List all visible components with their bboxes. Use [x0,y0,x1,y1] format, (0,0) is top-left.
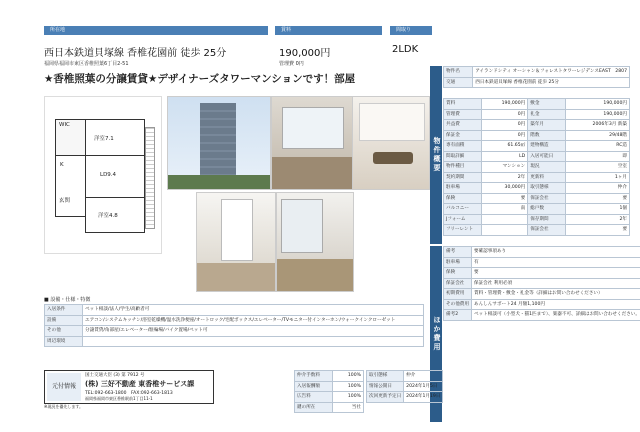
spec-label: 総戸数 [528,204,566,215]
spec-value: 2006年3月 新築 [566,120,630,131]
room-western-4: 洋室4.8 [85,197,145,233]
spec-value: 30,000円 [482,183,528,194]
agent-tel: TEL:092-663-1800 FAX:092-663-1813 [85,391,173,396]
fee-split-label: 仲介手数料 [295,371,333,382]
listing-dates-table [366,370,443,403]
fee-row [444,268,640,279]
feature-label: その他 [45,326,83,337]
spec-value: 0円 [482,130,528,141]
spec-value: LD [482,151,528,162]
spec-label: 間取詳細 [444,151,482,162]
headline: ★香椎照葉の分譲賃貸★デザイナーズタワーマンションです！部屋 [44,73,356,85]
fee-value: 要確認事項あり [471,247,640,258]
spec-label: バルコニー [444,204,482,215]
listing-date-label: 取引態様 [367,371,404,382]
room-western-7: 洋室7.1 [85,119,145,157]
listing-date-label: 情報公開日 [367,381,404,392]
spec-label: 保険 [444,193,482,204]
feature-label: 周辺環境 [45,336,83,347]
fee-label: 保証会社 [444,278,472,289]
fee-value: 賃料・管理費・敷金・礼金等（詳細はお問い合わせください） [471,289,640,300]
spec-label: 建物構造 [528,141,566,152]
spec-label: 礼金 [528,109,566,120]
spec-label: 駐車場 [444,183,482,194]
features-table [44,304,424,347]
room-wic: WIC [55,119,87,157]
common-fee: 管理費 0円 [279,61,304,67]
fee-row [444,299,640,310]
spec-row [444,204,630,215]
spec-value: 29/48階 [566,130,630,141]
listing-date-row [367,392,443,403]
spec-value: 0円 [482,109,528,120]
spec-value: 仲介 [566,183,630,194]
fee-row [444,247,640,258]
listing-date-row [367,381,443,392]
room-kitchen: K 玄関 [55,155,87,217]
fee-split-row [295,371,364,382]
spec-value: 空室 [566,162,630,173]
fee-split-label: 広告料 [295,392,333,403]
photo-tower-exterior [167,96,271,190]
fee-split-value: 100% [333,371,364,382]
fee-label: 保険 [444,268,472,279]
spec-value: RC造 [566,141,630,152]
listing-date-value: 仲介 [404,371,443,382]
fee-row [444,278,640,289]
fee-split-value: 100% [333,392,364,403]
listing-date-row [367,371,443,382]
feature-row [45,305,424,316]
agent-company: (株) 三好不動産 東香椎サービス課 [85,380,195,388]
spec-label: 築年月 [528,120,566,131]
spec-row [444,172,630,183]
room-window [281,199,323,253]
spec-label: 階数 [528,130,566,141]
spec-value: 南 [482,204,528,215]
photo-interior-living [271,96,353,190]
fee-split-table [294,370,364,413]
spec-row [444,214,630,225]
spec-row [444,225,630,236]
floor [272,157,352,189]
spec-row [444,183,630,194]
spec-value: 61.65㎡ [482,141,528,152]
features-title: ■ 設備・仕様・特徴 [44,297,91,303]
spec-value [482,214,528,225]
spec-label: 更新料 [528,172,566,183]
photo-hallway [196,192,276,292]
spec-row [444,109,630,120]
spec-value: 2年 [482,172,528,183]
feature-label: 入居条件 [45,305,83,316]
spec-label: 契約期間 [444,172,482,183]
spec-row [444,151,630,162]
fee-table [443,246,640,321]
spec-value: 2年 [566,214,630,225]
side-label-fees: ほか費用 [430,246,442,422]
fee-value: あんしんサポート24 月額1,100円 [471,299,640,310]
spec-label: 管理費 [444,109,482,120]
spec-label: 保証金 [444,130,482,141]
fee-split-label: 入居報酬額 [295,381,333,392]
feature-value: エアコン/システムキッチン/浴室乾燥機/温水洗浄便座/オートロック/宅配ボックス/エレベーター/TVモニター付インターホン/ウォークインクローゼット [83,315,424,326]
spec-value: 190,000円 [482,99,528,110]
spec-label: Jフォーム [444,214,482,225]
spec-value: 要 [566,225,630,236]
spec-value: 即 [566,151,630,162]
feature-value: ペット相談/法人/学生/高齢者可 [83,305,424,316]
fee-split-row [295,392,364,403]
spec-row [444,162,630,173]
fee-label: 備考 [444,247,472,258]
spec-row [444,193,630,204]
spec-label: 保証会社 [528,193,566,204]
fee-label: その他費用 [444,299,472,310]
fee-value: ペット相談可（小型犬・猫1匹まで）、楽器不可、詳細はお問い合わせください。 [471,310,640,321]
fee-split-value: 100% [333,381,364,392]
spec-label: 保証会社 [528,225,566,236]
agent-label: 元付情報 [47,373,81,401]
footer-note: ※現況を優先します。 [44,404,84,409]
feature-row [45,315,424,326]
spec-value: 要 [482,193,528,204]
spec-label: 賃料 [444,99,482,110]
spec-label: 取引態様 [528,183,566,194]
layout-value: 2LDK [392,44,419,55]
feature-row [45,336,424,347]
spec-value: 190,000円 [566,109,630,120]
photo-lobby [352,96,430,190]
spec-label: 敷金 [528,99,566,110]
transport-label: 交通 [444,77,473,88]
lobby-sofa [373,152,413,164]
fee-split-label: 鍵の所在 [295,402,333,413]
hallway-floor [197,263,275,291]
spec-label: 現況 [528,162,566,173]
transport: 西日本鉄道貝塚線 香椎花園前 徒歩 25分 [473,77,630,88]
feature-value: 分譲賃貸/角部屋/エレベーター/駐輪場/バイク置場/ペット可 [83,326,424,337]
layout-label: 間取り [390,26,432,35]
floor-plan [44,96,162,254]
tower-illustration [168,97,270,189]
property-name-label: 物件名 [444,67,473,78]
spec-row [444,99,630,110]
listing-date-value: 2024年1月19日 [404,392,443,403]
location-label: 所在地 [44,26,268,35]
fee-value: 要 [471,268,640,279]
spec-row [444,130,630,141]
balcony [145,127,155,229]
price-label: 賃料 [275,26,382,35]
spec-value: 1個 [566,204,630,215]
spec-value: 190,000円 [566,99,630,110]
spec-value: 0円 [482,120,528,131]
spec-label: 入居可能日 [528,151,566,162]
feature-label: 設備 [45,315,83,326]
fee-row [444,310,640,321]
property-name: アイランドシティ オーシャン＆フォレストタワーレジデンスEAST 2807 [473,67,630,78]
spec-value: 要 [566,193,630,204]
fee-value: 保証会社 利用必須 [471,278,640,289]
fee-row [444,289,640,300]
spec-label: 専有面積 [444,141,482,152]
agent-box [44,370,214,404]
lobby-window [359,103,425,141]
price-value: 190,000円 [279,48,331,59]
fee-label: 駐車場 [444,257,472,268]
hallway-door [221,199,253,261]
photo-room-window [276,192,354,292]
spec-label: 共益費 [444,120,482,131]
room-floor [277,259,353,291]
window [282,107,344,149]
room-ld: LD9.4 [85,155,145,199]
location-value: 西日本鉄道貝塚線 香椎花園前 徒歩 25分 [44,48,227,59]
feature-value [83,336,424,347]
side-label-overview: 物件概要 [430,66,442,244]
listing-date-value: 2024年1月5日 [404,381,443,392]
fee-value: 有 [471,257,640,268]
spec-label: 保存期間 [528,214,566,225]
fee-label: 備考2 [444,310,472,321]
address: 福岡県福岡市東区香椎照葉6丁目2-51 [44,61,129,67]
spec-label: 物件種目 [444,162,482,173]
spec-value: 1ヶ月 [566,172,630,183]
spec-label: フリーレント [444,225,482,236]
fee-split-row [295,381,364,392]
spec-table [443,98,630,236]
fee-row [444,257,640,268]
fee-split-value: 当社 [333,402,364,413]
fee-split-row [295,402,364,413]
agent-license: 国土交通大臣 (3) 第 7912 号 [85,373,145,378]
spec-value: マンション [482,162,528,173]
feature-row [45,326,424,337]
spec-row [444,120,630,131]
property-name-table [443,66,630,88]
agent-address: 福岡県福岡市東区香椎駅前1丁目11-1 [85,396,153,401]
spec-row [444,141,630,152]
spec-value [482,225,528,236]
listing-date-label: 次回更新予定日 [367,392,404,403]
fee-label: 初期費用 [444,289,472,300]
